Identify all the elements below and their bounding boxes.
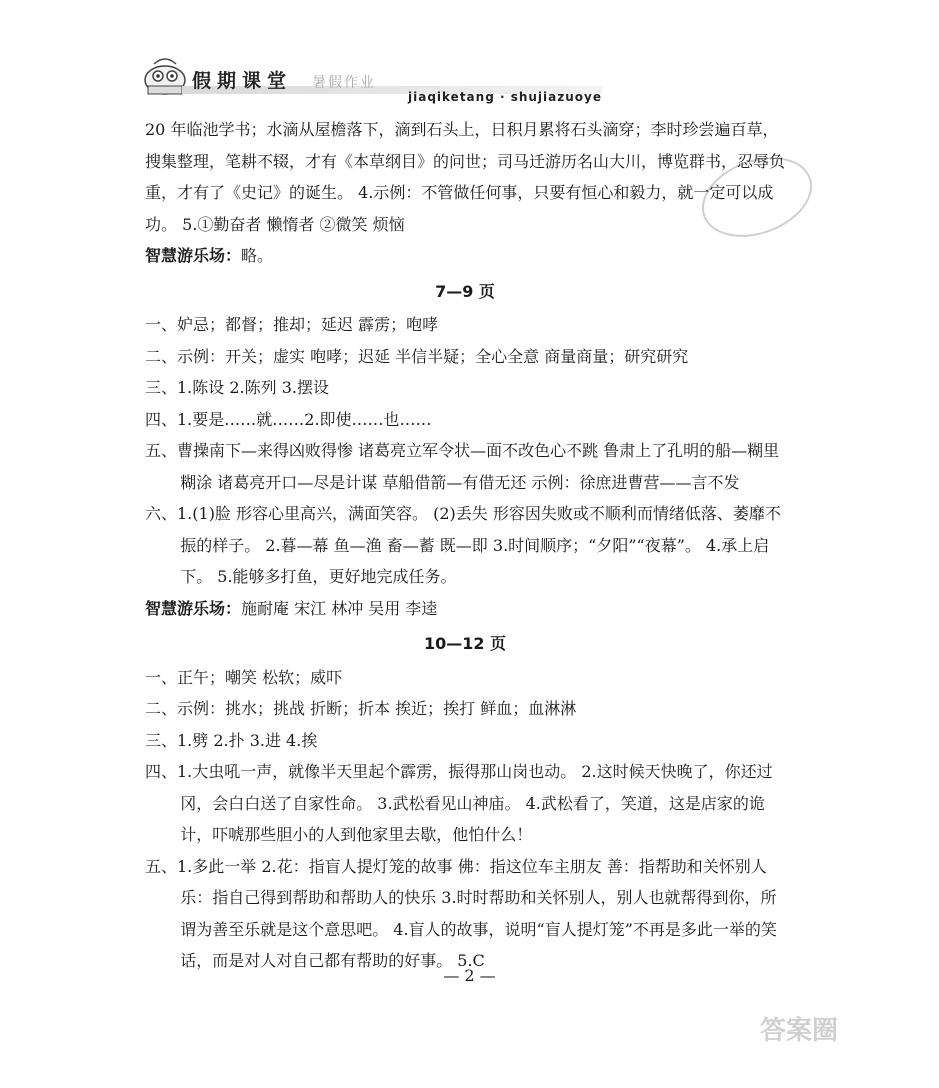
- answer-line: 五、1.多此一举 2.花：指盲人提灯笼的故事 佛：指这位车主朋友 善：指帮助和关怀别人 乐：指自己得到帮助和帮助人的快乐 3.时时帮助和关怀别人，别人也就帮得到你，所谓为善至乐就是这个意思吧。 4.盲人的故事，说明“盲人提灯笼”不再是多此一举的笑话，而是对人对自己都有帮助的好事。 5.C: [145, 856, 777, 970]
- answer-line: 三、1.劈 2.扑 3.进 4.挨: [145, 730, 318, 750]
- section-lead: 智慧游乐场：: [145, 598, 242, 618]
- answer-line: 四、1.要是……就……2.即使……也……: [145, 409, 432, 429]
- answer-line: 六、1.(1)脸 形容心里高兴，满面笑容。 (2)丢失 形容因失败或不顺利而情绪低落、萎靡不振的样子。 2.暮—幕 鱼—渔 畜—蓄 既—即 3.时间顺序；“夕阳”“夜幕”。 4.承上启下。 5.能够多打鱼，更好地完成任务。: [145, 504, 781, 586]
- brand-title: 假期课堂: [192, 70, 293, 92]
- brand-subtitle: 暑假作业: [312, 75, 376, 91]
- answer-line: [145, 240, 785, 272]
- answer-line: 三、1.陈设 2.陈列 3.摆设: [145, 378, 329, 397]
- answer-line: 五、曹操南下—来得凶败得惨 诸葛亮立军令状—面不改色心不跳 鲁肃上了孔明的船—糊里糊涂 诸葛亮开口—尽是计谋 草船借箭—有借无还 示例：徐庶进曹营——言不发: [145, 441, 780, 492]
- section-title: 7—9 页: [435, 281, 495, 301]
- answer-line: 四、1.大虫吼一声，就像半天里起个霹雳，振得那山岗也动。 2.这时候天快晚了，你还过冈，会白白送了自家性命。 3.武松看见山神庙。 4.武松看了，笑道，这是店家的诡计，吓唬那些胆小的人到他家里去歇，他怕什么！: [145, 762, 773, 844]
- answer-line: 一、妒忌；都督；推却；延迟 霹雳；咆哮: [145, 315, 439, 334]
- answer-text: 施耐庵 宋江 林冲 吴用 李逵: [241, 598, 438, 618]
- answer-line: 二、示例：开关；虚实 咆哮；迟延 半信半疑；全心全意 商量商量；研究研究: [145, 346, 689, 366]
- brand-pinyin: jiaqiketang · shujiazuoye: [408, 90, 602, 104]
- page-header: [142, 52, 612, 112]
- answer-line: 20 年临池学书；水滴从屋檐落下，滴到石头上，日积月累将石头滴穿；李时珍尝遍百草，搜集整理，笔耕不辍，才有《本草纲目》的问世；司马迁游历名山大川，博览群书，忍辱负重，才有了《史记》的诞生。 4.示例：不管做任何事，只要有恒心和毅力，就一定可以成功。 5.①勤奋者 懒惰者 ②微笑 烦恼: [145, 120, 786, 234]
- section-lead: 智慧游乐场：: [145, 246, 242, 265]
- site-watermark: 答案圈: [760, 1016, 839, 1046]
- page-number: — 2 —: [443, 966, 496, 985]
- section-title: 10—12 页: [423, 634, 507, 653]
- answer-content: [145, 114, 785, 977]
- answer-line: [145, 593, 785, 625]
- answer-line: 二、示例：挑水；挑战 折断；折本 挨近；挨打 鲜血；血淋淋: [145, 699, 577, 718]
- answer-text: 略。: [241, 246, 274, 265]
- answer-line: 一、正午；嘲笑 松软；威吓: [145, 667, 343, 687]
